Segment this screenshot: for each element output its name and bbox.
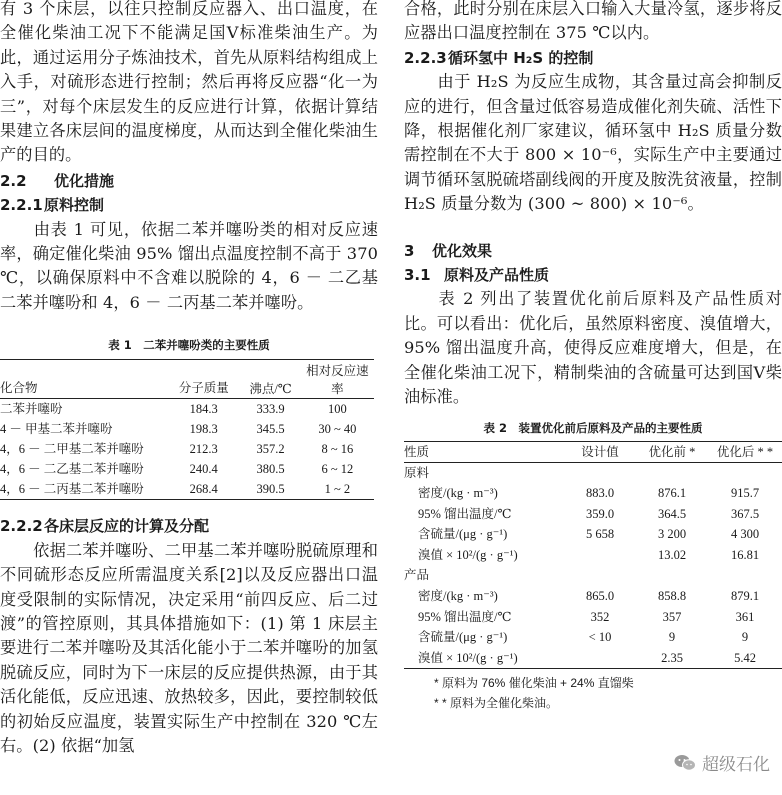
table-cell: 184.3: [189, 402, 218, 417]
table-cell: 359.0: [585, 506, 615, 521]
table-cell: 95% 馏出温度/℃: [418, 609, 512, 624]
paragraph-bed-calculation: 依据二苯并噻吩、二甲基二苯并噻吩脱硫原理和不同硫形态反应所需温度关系[2]以及反应器出口温度受限制的实际情况，决定采用“前四反应、后二过渡”的管控原则，其具体措施如下：(1) 第 1 床层主要进行二苯并噻吩及其活化能小于二苯并噻吩的加氢脱硫反应，同时为下一床层的反应提供热源，由于其活化能低，反应迅速、放热较多，因此，要控制较低的初始反应温度，装置实际生产中控制在 320 ℃左右。(2) 依据“加氢: [0, 540, 378, 755]
wechat-logo-icon: [674, 754, 696, 772]
heading-title: 优化措施: [54, 171, 115, 190]
table-cell: 95% 馏出温度/℃: [418, 506, 512, 521]
heading-title: 原料控制: [44, 196, 105, 215]
table-header: 设计值: [564, 441, 636, 462]
table-cell: 352: [590, 609, 610, 624]
table-cell: 溴值 × 10²/(g · g⁻¹): [418, 650, 518, 665]
heading-number: 3.1: [404, 266, 431, 285]
table-section-row: [404, 462, 782, 483]
watermark: [674, 750, 770, 775]
table-cell: 8 ~ 16: [321, 442, 354, 457]
table-cell: 溴值 × 10²/(g · g⁻¹): [418, 547, 518, 562]
table-cell: 2.35: [661, 650, 683, 665]
table-header-row: [0, 360, 374, 399]
table-row: [0, 419, 374, 439]
table-cell: 268.4: [189, 482, 218, 497]
table-cell: 3 200: [657, 527, 687, 542]
table-header: 化合物: [0, 360, 167, 399]
paragraph-intro: 有 3 个床层，以往只控制反应器入、出口温度，在全催化柴油工况下不能满足国Ⅴ标准柴油生产。为此，通过运用分子炼油技术，首先从原料结构组成上入手，对硫形态进行控制；然后再将反应器“化一为三”，对每个床层发生的反应进行计算，依据计算结果建立各床层间的温度梯度，从而达到全催化柴油生产的目的。: [0, 0, 378, 165]
table-header: 相对反应速率: [301, 360, 374, 399]
table-row: [0, 459, 374, 479]
paragraph-h2s-control: 由于 H₂S 为反应生成物，其含量过高会抑制反应的进行，但含量过低容易造成催化剂失硫、活性下降，根据催化剂厂家建议，循环氢中 H₂S 质量分数需控制在不大于 800 × 10⁻⁶，实际生产中主要通过调节循环氢脱硫塔副线阀的开度及胺洗贫液量，控制 H₂S 质量分数为 (300 ~ 800) × 10⁻⁶。: [404, 72, 782, 214]
heading-title: 原料及产品性质: [444, 266, 550, 285]
table-cell: 357: [662, 609, 682, 624]
table-cell: 5.42: [734, 650, 756, 665]
heading-number: 2.2.2: [0, 517, 43, 536]
table-cell: [564, 648, 636, 669]
table-header: 优化前 *: [636, 441, 708, 462]
table-cell: 380.5: [256, 462, 285, 477]
right-column: [404, 0, 782, 713]
table-cell: 876.1: [657, 486, 687, 501]
table2: [404, 441, 782, 670]
table2-note-1: * 原料为 76% 催化柴油 + 24% 直馏柴: [434, 676, 634, 691]
heading-title: 各床层反应的计算及分配: [44, 517, 210, 536]
left-column: [0, 0, 378, 758]
table-section-label: 原料: [404, 465, 430, 480]
heading-2-2-3: [404, 46, 782, 70]
table-cell: 390.5: [256, 482, 285, 497]
table-cell: 含硫量/(μg · g⁻¹): [418, 630, 508, 645]
table-cell: 二苯并噻吩: [0, 402, 63, 417]
table-cell: 879.1: [730, 589, 760, 604]
table-row: [404, 483, 782, 504]
table2-caption: 表 2 装置优化前后原料及产品的主要性质: [483, 420, 703, 435]
heading-number: 2.2.3: [404, 48, 447, 67]
table-cell: 212.3: [189, 442, 218, 457]
table-cell: < 10: [588, 630, 612, 645]
table1: [0, 359, 374, 500]
table-cell: 198.3: [189, 422, 218, 437]
heading-number: 3: [404, 241, 415, 260]
heading-2-2-1: [0, 193, 378, 217]
table-header: 优化后 * *: [708, 441, 782, 462]
heading-3-1: [404, 263, 782, 287]
heading-3: [404, 239, 782, 263]
table-cell: 13.02: [657, 547, 687, 562]
table-cell: 858.8: [657, 589, 687, 604]
heading-title: 优化效果: [432, 241, 493, 260]
heading-number: 2.2: [0, 171, 27, 190]
table-cell: 密度/(kg · m⁻³): [418, 486, 498, 501]
table-cell: 4，6 － 二乙基二苯并噻吩: [0, 462, 144, 477]
table-row: [0, 439, 374, 459]
table-row: [404, 607, 782, 628]
table-cell: 1 ~ 2: [324, 482, 351, 497]
table-cell: 5 658: [585, 527, 615, 542]
table-cell: 364.5: [657, 506, 687, 521]
table-row: [0, 399, 374, 420]
table-cell: 16.81: [730, 547, 760, 562]
table-header: 分子质量: [167, 360, 240, 399]
table-row: [404, 586, 782, 607]
watermark-text: 超级石化: [702, 755, 770, 775]
heading-title: 循环氢中 H₂S 的控制: [448, 48, 594, 67]
paragraph-raw-material: 由表 1 可见，依据二苯并噻吩类的相对反应速率，确定催化柴油 95% 馏出点温度控制不高于 370 ℃，以确保原料中不含难以脱除的 4，6 － 二乙基二苯并噻吩和 4，6 － 二丙基二苯并噻吩。: [0, 219, 378, 312]
table-header: 沸点/℃: [240, 360, 301, 399]
table-cell: 含硫量/(μg · g⁻¹): [418, 527, 508, 542]
table-cell: 333.9: [256, 402, 285, 417]
table-cell: 100: [328, 402, 347, 417]
table-row: [404, 627, 782, 648]
table-row: [404, 524, 782, 545]
table-row: [404, 648, 782, 669]
table2-note-2: * * 原料为全催化柴油。: [434, 696, 559, 711]
table-cell: 240.4: [189, 462, 218, 477]
table-cell: 4 － 甲基二苯并噻吩: [0, 422, 113, 437]
table-cell: 9: [741, 630, 749, 645]
table-cell: 4，6 － 二丙基二苯并噻吩: [0, 482, 144, 497]
table-cell: 865.0: [585, 589, 615, 604]
table-section-row: [404, 565, 782, 586]
heading-2-2-2: [0, 514, 378, 538]
table-cell: 345.5: [256, 422, 285, 437]
table-section-label: 产品: [404, 568, 430, 583]
paragraph-continuation: 合格，此时分别在床层入口输入大量冷氢，逐步将反应器出口温度控制在 375 ℃以内。: [404, 0, 782, 43]
table-cell: 4 300: [730, 527, 760, 542]
table-cell: 4，6 － 二甲基二苯并噻吩: [0, 442, 144, 457]
table-cell: 915.7: [730, 486, 760, 501]
table-row: [404, 545, 782, 566]
table-header-row: [404, 441, 782, 462]
paragraph-results: 表 2 列出了装置优化前后原料及产品性质对比。可以看出：优化后，虽然原料密度、溴值增大，95% 馏出温度升高，使得反应难度增大，但是，在全催化柴油工况下，精制柴油的含硫量可达到国Ⅴ柴油标准。: [404, 289, 782, 407]
heading-2-2: [0, 169, 378, 193]
table-cell: 357.2: [256, 442, 285, 457]
table-cell: 密度/(kg · m⁻³): [418, 589, 498, 604]
table-cell: 30 ~ 40: [318, 422, 357, 437]
table-cell: 883.0: [585, 486, 615, 501]
table-cell: 367.5: [730, 506, 760, 521]
heading-number: 2.2.1: [0, 196, 43, 215]
table-row: [0, 479, 374, 500]
table-cell: 6 ~ 12: [321, 462, 354, 477]
table-row: [404, 504, 782, 525]
table-cell: 361: [735, 609, 755, 624]
table1-caption: 表 1 二苯并噻吩类的主要性质: [108, 338, 270, 353]
table-cell: [564, 545, 636, 566]
table-header: 性质: [404, 441, 564, 462]
table-cell: 9: [668, 630, 676, 645]
